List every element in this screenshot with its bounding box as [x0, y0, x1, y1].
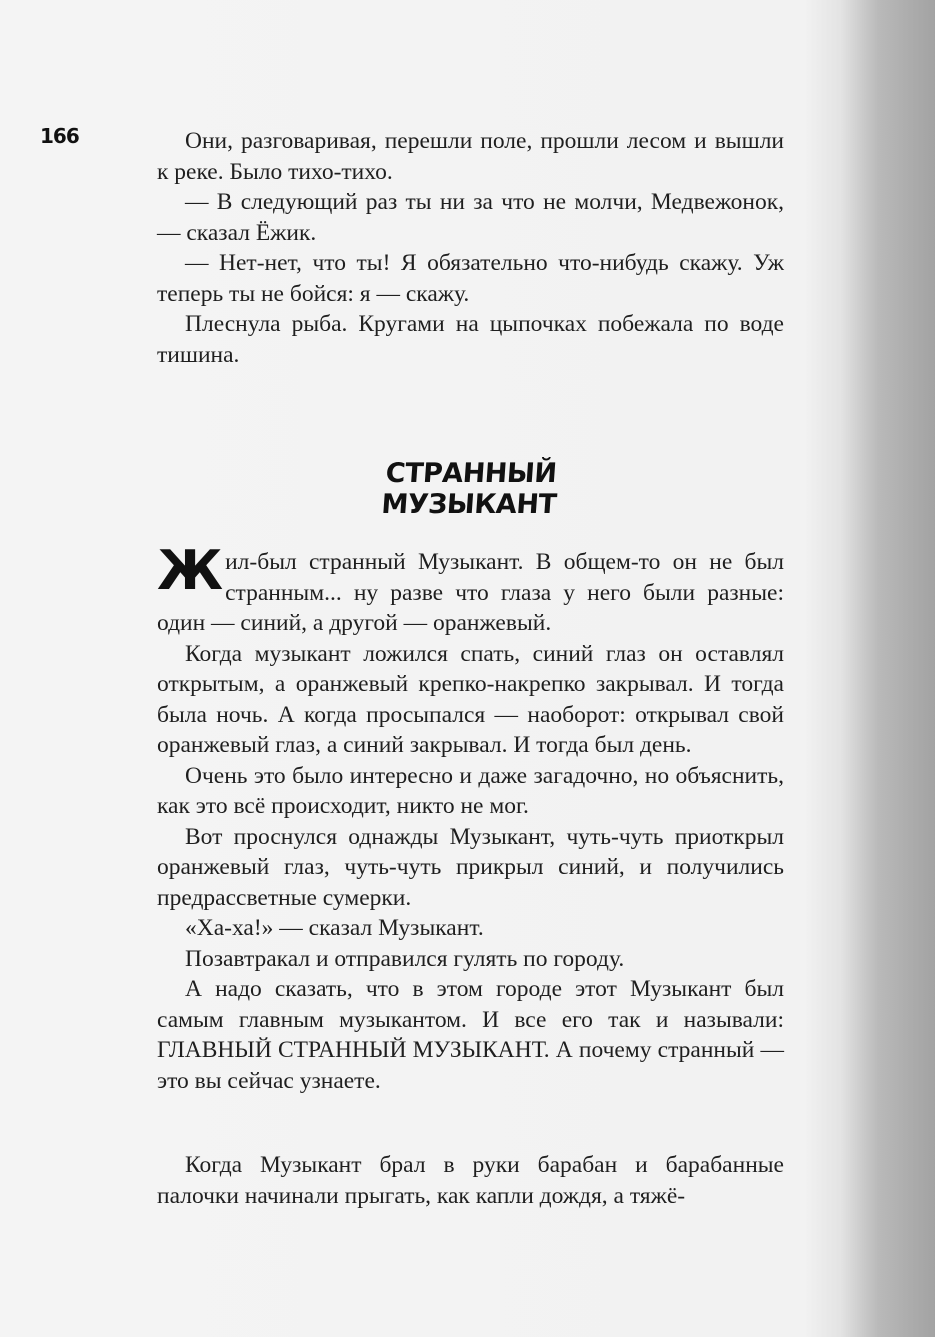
story-paragraph-1: Когда музыкант ложился спать, синий глаз он оставлял открытым, а оранжевый крепко-накрепко закрывал. И тогда была ночь. А когда просыпался — наоборот: открывал свой оранжевый глаз, а синий закрывал. И тогда был день.: [157, 640, 784, 758]
paragraph-top-4: Плеснула рыба. Кругами на цыпочках побежала по воде тишина.: [157, 311, 784, 368]
paragraph-top-3: — Нет-нет, что ты! Я обязательно что-нибудь скажу. Уж теперь ты не бойся: я — скажу.: [157, 250, 784, 307]
drop-cap: Ж: [157, 539, 224, 602]
story-first-paragraph: [157, 539, 784, 639]
story-paragraph-2: Очень это было интересно и даже загадочно, но объяснить, как это всё происходит, никто не мог.: [157, 762, 784, 819]
story-first-paragraph-text: ил-был странный Музыкант. В общем-то он не был странным... ну разве что глаза у него были разные: один — синий, а другой — оранжевый.: [157, 549, 784, 636]
text-block-story: [157, 539, 784, 1096]
chapter-heading: СТРАННЫЙ МУЗЫКАНТ: [380, 458, 558, 520]
paragraph-top-1: Они, разговаривая, перешли поле, прошли лесом и вышли к реке. Было тихо-тихо.: [157, 128, 784, 185]
paragraph-top-2: — В следующий раз ты ни за что не молчи, Медвежонок, — сказал Ёжик.: [157, 189, 784, 246]
story-paragraph-4: «Ха-ха!» — сказал Музыкант.: [185, 915, 484, 941]
story-paragraph-3: Вот проснулся однажды Музыкант, чуть-чуть приоткрыл оранжевый глаз, чуть-чуть прикрыл синий, и получились предрассветные сумерки.: [157, 823, 784, 911]
story-last-paragraph: Когда Музыкант брал в руки барабан и барабанные палочки начинали прыгать, как капли дождя, а тяжё-: [157, 1152, 784, 1209]
text-block-top: [157, 126, 784, 370]
page-spine-shadow: [840, 0, 935, 1337]
story-paragraph-6: А надо сказать, что в этом городе этот Музыкант был самым главным музыкантом. И все его так и называли: ГЛАВНЫЙ СТРАННЫЙ МУЗЫКАНТ. А почему странный — это вы сейчас узнаете.: [157, 976, 784, 1094]
story-paragraph-5: Позавтракал и отправился гулять по городу.: [185, 945, 625, 972]
text-block-bottom: [157, 1150, 784, 1211]
page-number: 166: [40, 124, 79, 148]
